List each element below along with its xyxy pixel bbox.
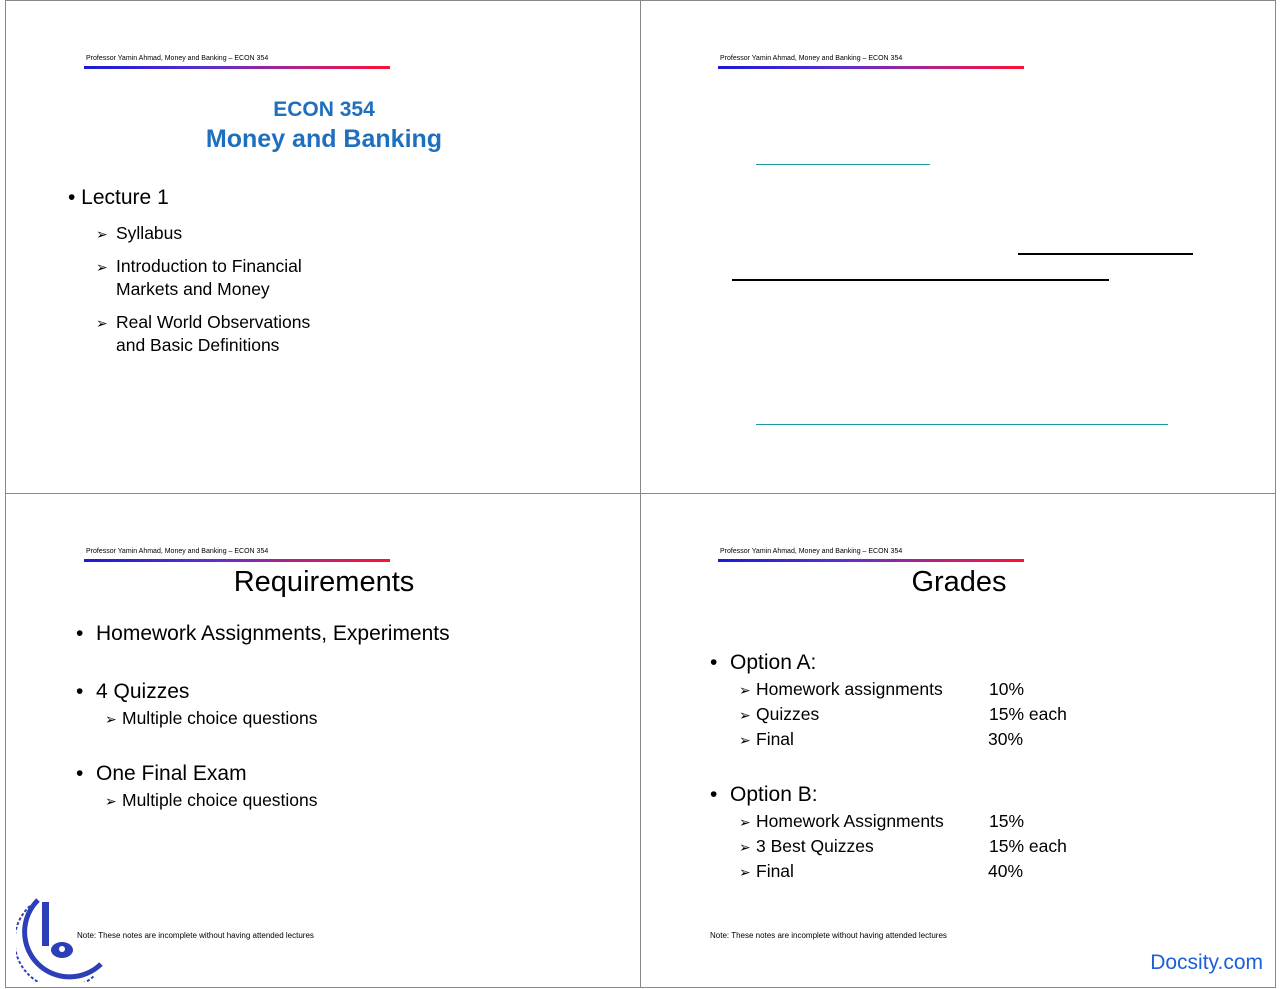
teal-underline-blank [756, 424, 1168, 425]
option-heading [710, 651, 816, 675]
slide-header: Professor Yamin Ahmad, Money and Banking – ECON 354 [86, 548, 269, 555]
list-item-text: 4 Quizzes [96, 680, 190, 703]
arrow-bullet-icon: ➢ [105, 711, 117, 727]
footer-note: Note: These notes are incomplete without having attended lectures [710, 931, 947, 940]
bullet-dot-icon: • [76, 680, 84, 703]
grade-item-weight: 10% [989, 679, 1025, 699]
arrow-bullet-icon: ➢ [739, 864, 751, 880]
header-gradient-rule [84, 559, 390, 562]
grade-item-weight: 30% [988, 729, 1024, 749]
grade-item-name: Quizzes [756, 704, 820, 724]
bullet-dot-icon: • [710, 651, 718, 674]
footer-note: Note: These notes are incomplete without having attended lectures [77, 931, 314, 940]
option-label: Option B: [730, 783, 818, 806]
list-item-text: Homework Assignments, Experiments [96, 622, 450, 645]
sub-list-item [105, 790, 318, 811]
arrow-bullet-icon: ➢ [739, 814, 751, 830]
university-logo-icon [16, 892, 106, 982]
list-item-text: Introduction to Financial [116, 256, 302, 276]
bullet-dot-icon: • [76, 762, 84, 785]
list-item [96, 311, 310, 357]
slide-header: Professor Yamin Ahmad, Money and Banking – ECON 354 [720, 55, 903, 62]
docsity-watermark-link[interactable]: Docsity.com [1150, 951, 1263, 974]
slide-title: Grades [911, 566, 1007, 598]
header-gradient-rule [84, 66, 390, 69]
grade-item [739, 861, 794, 882]
sub-list-item [105, 708, 318, 729]
option-heading [710, 783, 818, 807]
grade-item [739, 679, 943, 700]
slide-title: Requirements [233, 566, 415, 598]
grade-item [739, 811, 944, 832]
slide-requirements [5, 493, 641, 988]
list-item-text-continued: and Basic Definitions [116, 335, 280, 355]
sub-list-item-text: Multiple choice questions [122, 708, 318, 728]
slide-grades [640, 493, 1276, 988]
black-underline-blank [1018, 253, 1193, 255]
grade-item-name: Homework assignments [756, 679, 943, 699]
slide-blank-notes [640, 0, 1276, 494]
arrow-bullet-icon: ➢ [739, 839, 751, 855]
grade-item-weight: 40% [988, 861, 1024, 881]
grade-item [739, 729, 794, 750]
slide-header: Professor Yamin Ahmad, Money and Banking – ECON 354 [86, 55, 269, 62]
list-item [76, 680, 189, 704]
bullet-dot-icon: • [76, 622, 84, 645]
grade-item-name: Final [756, 729, 794, 749]
grade-item-weight: 15% each [989, 704, 1067, 724]
list-item [76, 762, 247, 786]
teal-underline-blank [756, 164, 930, 165]
grade-item [739, 704, 819, 725]
arrow-bullet-icon: ➢ [105, 793, 117, 809]
course-name-title: Money and Banking [205, 125, 443, 153]
list-item-text: Syllabus [116, 223, 183, 243]
grade-item-name: Homework Assignments [756, 811, 944, 831]
bullet-dot-icon: • [710, 783, 718, 806]
list-item [76, 622, 450, 646]
grade-item-weight: 15% [989, 811, 1025, 831]
list-item [96, 255, 302, 301]
list-item-text: One Final Exam [96, 762, 247, 785]
arrow-bullet-icon: ➢ [739, 682, 751, 698]
arrow-bullet-icon: ➢ [739, 707, 751, 723]
grade-item [739, 836, 874, 857]
header-gradient-rule [718, 66, 1024, 69]
slide-header: Professor Yamin Ahmad, Money and Banking – ECON 354 [720, 548, 903, 555]
list-item-text: Real World Observations [116, 312, 311, 332]
list-item-text-continued: Markets and Money [116, 279, 270, 299]
course-code-title: ECON 354 [273, 98, 375, 121]
grade-item-name: 3 Best Quizzes [756, 836, 874, 856]
sub-list-item-text: Multiple choice questions [122, 790, 318, 810]
black-underline-blank [732, 279, 1109, 281]
grade-item-weight: 15% each [989, 836, 1067, 856]
list-item [96, 222, 182, 246]
arrow-bullet-icon: ➢ [96, 259, 108, 275]
slide-lecture-intro [5, 0, 641, 494]
arrow-bullet-icon: ➢ [739, 732, 751, 748]
arrow-bullet-icon: ➢ [96, 226, 108, 242]
option-label: Option A: [730, 651, 817, 674]
header-gradient-rule [718, 559, 1024, 562]
lecture-bullet: • Lecture 1 [68, 186, 169, 209]
grade-item-name: Final [756, 861, 794, 881]
arrow-bullet-icon: ➢ [96, 315, 108, 331]
